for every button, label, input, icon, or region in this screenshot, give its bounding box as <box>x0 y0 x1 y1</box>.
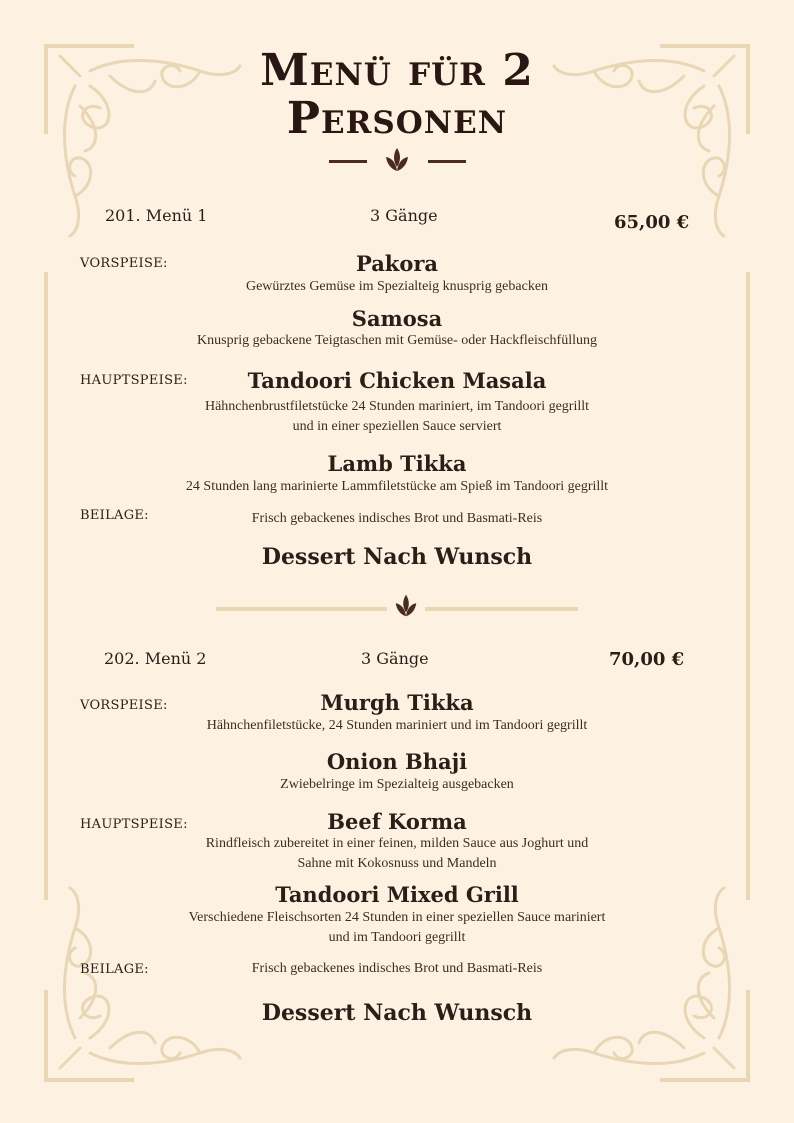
menu2-courses: 3 Gänge <box>361 649 429 668</box>
title-divider-right-line <box>428 160 466 163</box>
menu2-dish3-desc-line1: Rindfleisch zubereitet in einer feinen, milden Sauce aus Joghurt und <box>205 836 589 851</box>
menu1-dish1-desc: Gewürztes Gemüse im Spezialteig knusprig gebacken <box>245 279 549 294</box>
menu2-dish4-desc-line1: Verschiedene Fleischsorten 24 Stunden in einer speziellen Sauce mariniert <box>188 910 606 925</box>
menu2-dish4-desc-line2: und im Tandoori gegrillt <box>328 930 466 945</box>
menu2-price: 70,00 € <box>609 649 685 670</box>
menu1-hauptspeise-label: HAUPTSPEISE: <box>80 373 188 388</box>
menu2-number-name: 202. Menü 2 <box>104 649 207 668</box>
menu1-dish3-name: Tandoori Chicken Masala <box>247 368 547 393</box>
frame-left-side-line <box>44 272 48 900</box>
menu2-dish3-name: Beef Korma <box>327 809 467 834</box>
menu1-dish3-desc-line2: und in einer speziellen Sauce serviert <box>292 419 502 434</box>
page-title-line1: Menü für 2 <box>260 45 534 96</box>
menu2-dish2-desc: Zwiebelringe im Spezialteig ausgebacken <box>280 777 514 792</box>
frame-bottom-right-horizontal <box>660 1078 750 1082</box>
menu1-dish2-name: Samosa <box>351 306 443 331</box>
menu2-vorspeise-label: VORSPEISE: <box>80 698 168 713</box>
section-lotus-icon <box>392 592 420 620</box>
menu1-number-name: 201. Menü 1 <box>105 206 208 225</box>
menu1-beilage-label: BEILAGE: <box>80 508 149 523</box>
menu1-vorspeise-label: VORSPEISE: <box>80 256 168 271</box>
lotus-icon <box>382 145 412 175</box>
menu2-dish2-name: Onion Bhaji <box>326 749 468 774</box>
menu2-beilage-label: BEILAGE: <box>80 962 149 977</box>
menu2-dish1-desc: Hähnchenfiletstücke, 24 Stunden mariniert und im Tandoori gegrillt <box>206 718 588 733</box>
menu2-hauptspeise-label: HAUPTSPEISE: <box>80 817 188 832</box>
menu2-dish3-desc-line2: Sahne mit Kokosnuss und Mandeln <box>297 856 497 871</box>
frame-right-side-line <box>746 272 750 900</box>
menu2-dessert: Dessert Nach Wunsch <box>261 1000 533 1026</box>
menu1-dessert: Dessert Nach Wunsch <box>261 544 533 570</box>
menu1-dish2-desc: Knusprig gebackene Teigtaschen mit Gemüse- oder Hackfleischfüllung <box>197 333 597 348</box>
menu1-price: 65,00 € <box>614 212 690 233</box>
menu1-dish4-desc: 24 Stunden lang marinierte Lammfiletstücke am Spieß im Tandoori gegrillt <box>185 479 609 494</box>
menu2-dish1-name: Murgh Tikka <box>320 690 474 715</box>
title-divider-left-line <box>329 160 367 163</box>
menu1-beilage-text: Frisch gebackenes indisches Brot und Basmati-Reis <box>251 511 543 526</box>
menu1-dish1-name: Pakora <box>355 251 439 276</box>
menu1-dish3-desc-line1: Hähnchenbrustfiletstücke 24 Stunden mariniert, im Tandoori gegrillt <box>204 399 590 414</box>
menu2-dish4-name: Tandoori Mixed Grill <box>275 882 519 907</box>
menu2-beilage-text: Frisch gebackenes indisches Brot und Basmati-Reis <box>251 961 543 976</box>
menu1-courses: 3 Gänge <box>370 206 438 225</box>
menu1-dish4-name: Lamb Tikka <box>327 451 467 476</box>
frame-bottom-left-horizontal <box>44 1078 134 1082</box>
page-title-line2: Personen <box>286 93 508 144</box>
